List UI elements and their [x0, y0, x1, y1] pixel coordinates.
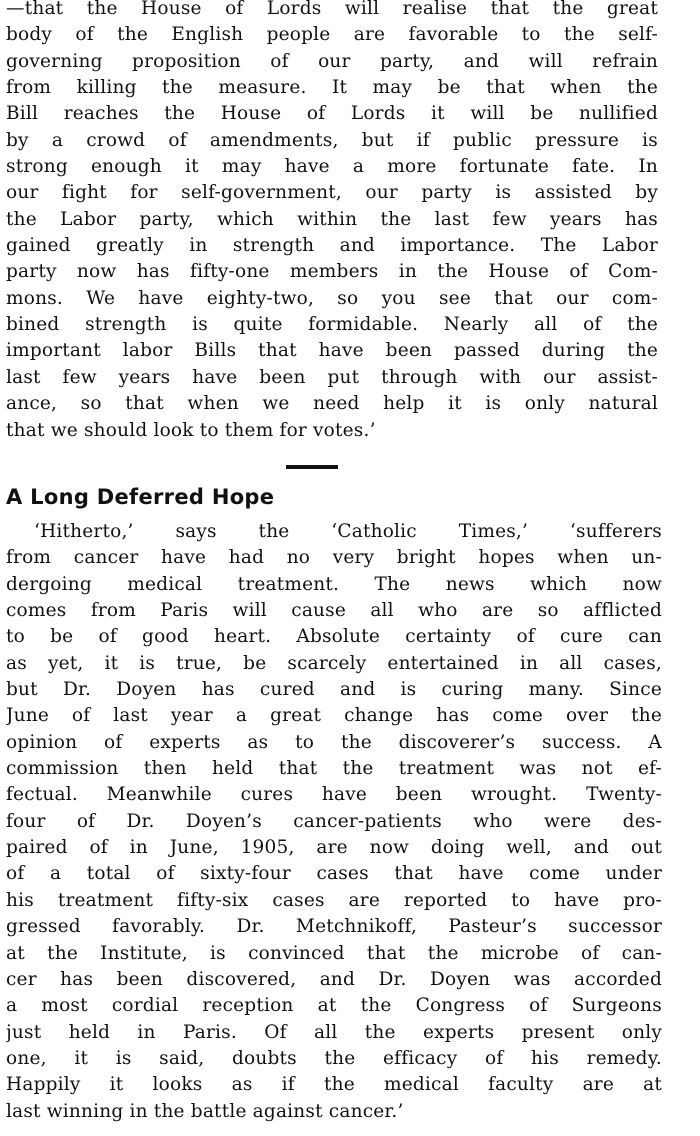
text-line: his treatment fifty-six cases are reported to have pro- [6, 889, 662, 911]
text-line: of a total of sixty-four cases that have come under [6, 863, 662, 885]
article-heading: A Long Deferred Hope [6, 485, 275, 509]
text-line: one, it is said, doubts the efficacy of his remedy. [6, 1047, 662, 1069]
text-line: from cancer have had no very bright hopes when un- [6, 547, 662, 569]
text-line: just held in Paris. Of all the experts present only [6, 1021, 662, 1043]
text-line: strong enough it may have a more fortunate fate. In [6, 156, 658, 178]
text-line: at the Institute, is convinced that the microbe of can- [6, 942, 662, 964]
text-line: Bill reaches the House of Lords it will be nullified [6, 103, 658, 125]
text-line: ance, so that when we need help it is only natural [6, 393, 658, 415]
text-line: governing proposition of our party, and will refrain [6, 50, 658, 72]
text-line: important labor Bills that have been passed during the [6, 340, 658, 362]
text-line: last few years have been put through with our assist- [6, 366, 658, 388]
text-line: four of Dr. Doyen’s cancer-patients who were des- [6, 810, 662, 832]
text-line: fectual. Meanwhile cures have been wrought. Twenty- [6, 784, 662, 806]
text-line: ‘Hitherto,’ says the ‘Catholic Times,’ ‘sufferers [34, 521, 662, 542]
text-line: mons. We have eighty-two, so you see that our com- [6, 287, 658, 309]
text-line: our fight for self-government, our party is assisted by [6, 182, 658, 204]
text-line: to be of good heart. Absolute certainty of cure can [6, 626, 662, 648]
text-line: opinion of experts as to the discoverer’s success. A [6, 731, 662, 753]
text-line: the Labor party, which within the last few years has [6, 208, 658, 230]
text-line: body of the English people are favorable to the self- [6, 24, 658, 46]
text-line: gressed favorably. Dr. Metchnikoff, Pasteur’s successor [6, 916, 662, 938]
article-continuation [6, 0, 658, 444]
text-line: Happily it looks as if the medical faculty are at [6, 1074, 662, 1096]
text-line: by a crowd of amendments, but if public pressure is [6, 129, 658, 151]
text-line: —that the House of Lords will realise that the great [6, 0, 658, 19]
text-line: from killing the measure. It may be that when the [6, 77, 658, 99]
text-line: comes from Paris will cause all who are so afflicted [6, 600, 662, 622]
text-line: last winning in the battle against cancer.’ [6, 1100, 404, 1122]
text-line: June of last year a great change has come over the [6, 705, 662, 727]
text-line: bined strength is quite formidable. Nearly all of the [6, 314, 658, 336]
text-line: paired of in June, 1905, are now doing well, and out [6, 837, 662, 859]
text-line: that we should look to them for votes.’ [6, 419, 376, 441]
text-line: cer has been discovered, and Dr. Doyen was accorded [6, 968, 662, 990]
text-line: commission then held that the treatment was not ef- [6, 758, 662, 780]
text-line: but Dr. Doyen has cured and is curing many. Since [6, 679, 662, 701]
text-line: party now has fifty-one members in the House of Com- [6, 261, 658, 283]
text-line: gained greatly in strength and importance. The Labor [6, 235, 658, 257]
article-body [6, 519, 662, 1125]
section-divider [286, 465, 338, 469]
text-line: a most cordial reception at the Congress of Surgeons [6, 995, 662, 1017]
text-line: dergoing medical treatment. The news which now [6, 573, 662, 595]
text-line: as yet, it is true, be scarcely entertained in all cases, [6, 652, 662, 674]
